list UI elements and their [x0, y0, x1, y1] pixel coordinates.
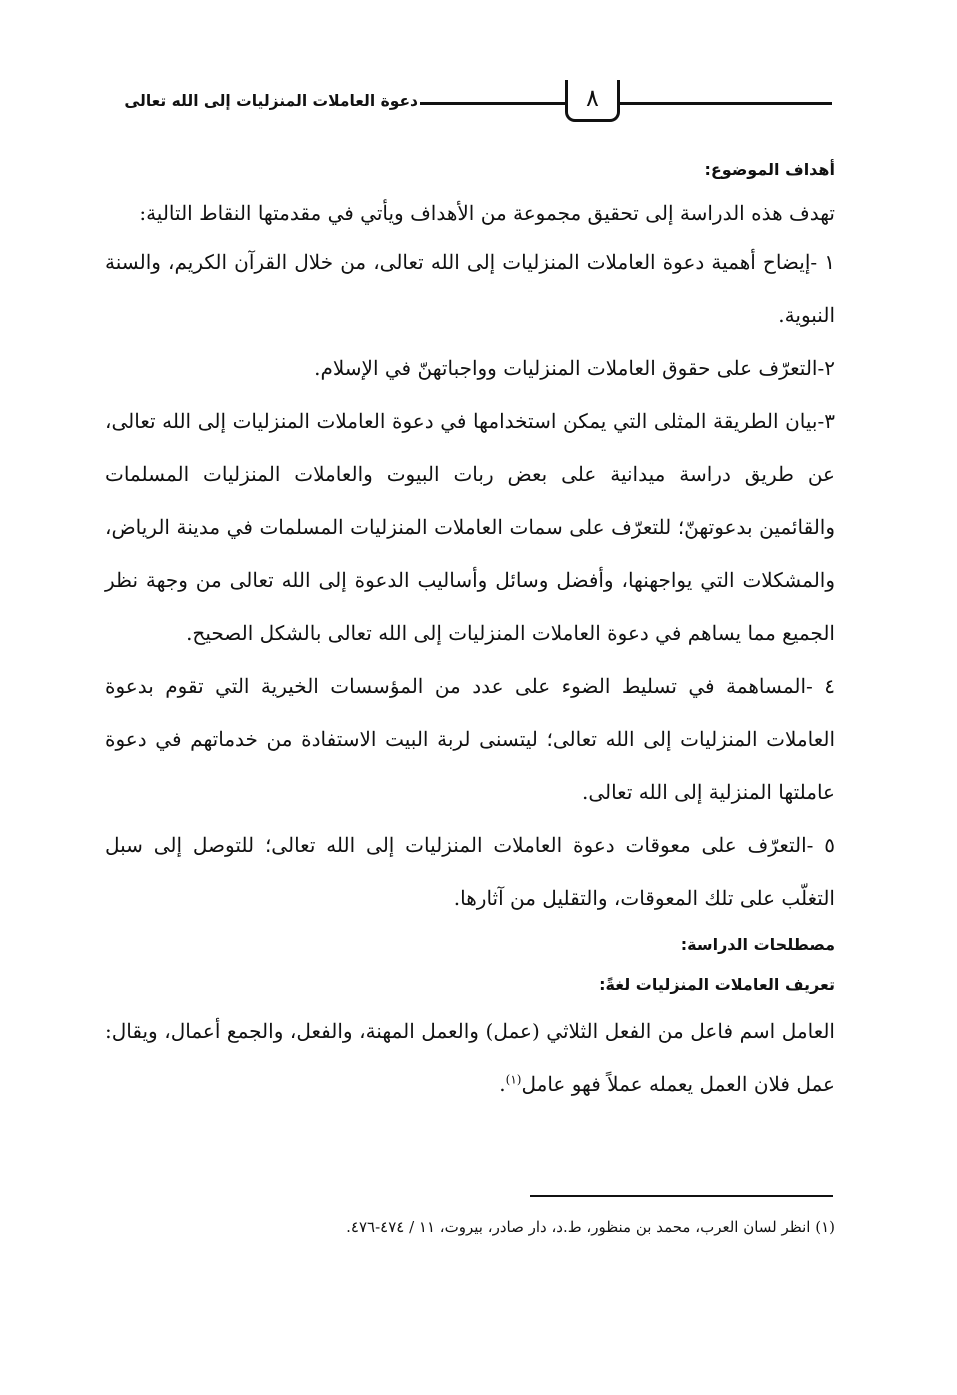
- page-number: ٨: [565, 80, 620, 122]
- paragraph: [105, 1005, 835, 1111]
- paragraph-text: العامل اسم فاعل من الفعل الثلاثي (عمل) والعمل المهنة، والفعل، والجمع أعمال، ويقال: عمل فلان العمل يعمله عملاً فهو عامل: [105, 1019, 835, 1096]
- list-item: ٥ -التعرّف على معوقات دعوة العاملات المنزليات إلى الله تعالى؛ للتوصل إلى سبل التغلّب على تلك المعوقات، والتقليل من آثارها.: [105, 833, 835, 910]
- page-body: [105, 150, 835, 1111]
- header-rule: [420, 102, 565, 105]
- header-rule: [620, 102, 832, 105]
- paragraph-end: .: [499, 1072, 506, 1096]
- footnote: (١) انظر لسان العرب، محمد بن منظور، ط.د، دار صادر، بيروت، ١١ / ٤٧٤-٤٧٦.: [346, 1218, 835, 1236]
- list-item: ٢-التعرّف على حقوق العاملات المنزليات وواجباتهنّ في الإسلام.: [314, 356, 835, 380]
- running-title: دعوة العاملات المنزليات إلى الله تعالى: [124, 92, 418, 110]
- footnote-rule: [530, 1195, 833, 1197]
- section-heading: أهداف الموضوع:: [704, 160, 835, 179]
- footnote-ref[interactable]: (١): [505, 1072, 522, 1087]
- list-item: ١ -إيضاح أهمية دعوة العاملات المنزليات إلى الله تعالى، من خلال القرآن الكريم، والسنة النبوية.: [105, 250, 835, 327]
- page-header: [100, 80, 832, 132]
- subsection-heading: تعريف العاملات المنزليات لغةً:: [599, 975, 835, 994]
- list-item: ٣-بيان الطريقة المثلى التي يمكن استخدامها في دعوة العاملات المنزليات إلى الله تعالى، عن طريق دراسة ميدانية على بعض ربات البيوت والعاملات المنزليات المسلمات والقائمين بدعوتهنّ؛ للتعرّف على سمات العاملات المنزليات المسلمات في مدينة الرياض، والمشكلات التي يواجهنها، وأفضل وسائل وأساليب الدعوة إلى الله تعالى من وجهة نظر الجميع مما يساهم في دعوة العاملات المنزليات إلى الله تعالى بالشكل الصحيح.: [105, 409, 835, 645]
- paragraph: تهدف هذه الدراسة إلى تحقيق مجموعة من الأهداف ويأتي في مقدمتها النقاط التالية:: [139, 201, 835, 225]
- list-item: ٤ -المساهمة في تسليط الضوء على عدد من المؤسسات الخيرية التي تقوم بدعوة العاملات المنزليات إلى الله تعالى؛ ليتسنى لربة البيت الاستفادة من خدماتهم في دعوة عاملتها المنزلية إلى الله تعالى.: [105, 674, 835, 804]
- section-heading: مصطلحات الدراسة:: [680, 935, 835, 954]
